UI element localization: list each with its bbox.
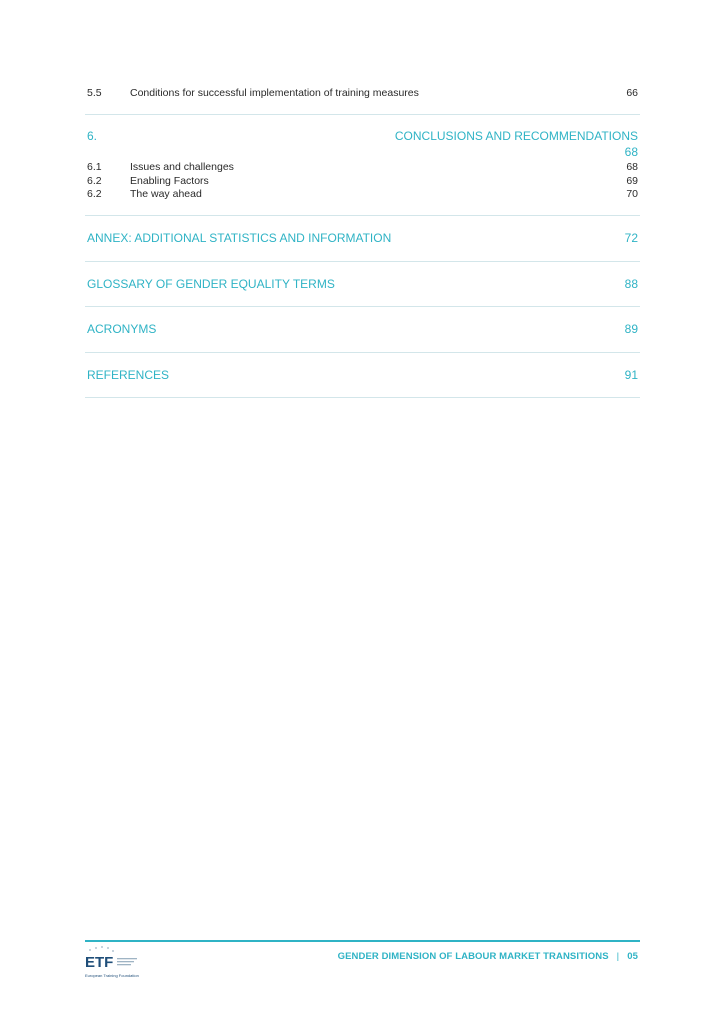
toc-item-title: Enabling Factors xyxy=(130,175,209,187)
toc-item-number: 6.1 xyxy=(87,161,102,173)
footer-rule xyxy=(85,940,640,942)
toc-item-page: 68 xyxy=(626,161,638,173)
logo-wordmark: ETF xyxy=(85,954,114,971)
running-footer xyxy=(338,951,638,962)
toc-item-page: 69 xyxy=(626,175,638,187)
section-page: 91 xyxy=(624,368,638,382)
toc-item-number: 6.2 xyxy=(87,175,102,187)
section-page: 88 xyxy=(624,277,638,291)
toc-section-acronyms[interactable] xyxy=(87,322,638,336)
toc-item-number: 5.5 xyxy=(87,87,102,99)
etf-logo xyxy=(84,944,144,980)
section-title: ANNEX: ADDITIONAL STATISTICS AND INFORMATION xyxy=(87,231,392,245)
section-title: REFERENCES xyxy=(87,368,170,382)
toc-item-title: The way ahead xyxy=(130,188,202,200)
toc-item-page: 70 xyxy=(626,188,638,200)
footer-page-number: 05 xyxy=(627,951,638,962)
toc-item-title: Conditions for successful implementation of training measures xyxy=(130,87,419,99)
footer-document-title: GENDER DIMENSION OF LABOUR MARKET TRANSITIONS xyxy=(337,951,609,962)
divider xyxy=(85,261,640,262)
toc-item-page: 66 xyxy=(626,87,638,99)
section-page: 72 xyxy=(624,231,638,245)
toc-section-annex[interactable] xyxy=(87,231,638,245)
footer-separator: | xyxy=(616,951,620,962)
toc-item-number: 6.2 xyxy=(87,188,102,200)
section-page: 89 xyxy=(624,322,638,336)
divider xyxy=(85,397,640,398)
toc-section-references[interactable] xyxy=(87,368,638,382)
toc-item-title: Issues and challenges xyxy=(130,161,234,173)
divider xyxy=(85,215,640,216)
divider xyxy=(85,352,640,353)
toc-section-glossary[interactable] xyxy=(87,277,638,291)
chapter-title: CONCLUSIONS AND RECOMMENDATIONS xyxy=(394,129,638,143)
logo-subtext: European Training Foundation xyxy=(85,973,139,978)
section-title: GLOSSARY OF GENDER EQUALITY TERMS xyxy=(87,277,335,291)
divider xyxy=(85,306,640,307)
chapter-page: 68 xyxy=(624,145,638,159)
section-title: ACRONYMS xyxy=(87,322,157,336)
divider xyxy=(85,114,640,115)
chapter-number: 6. xyxy=(87,129,98,143)
